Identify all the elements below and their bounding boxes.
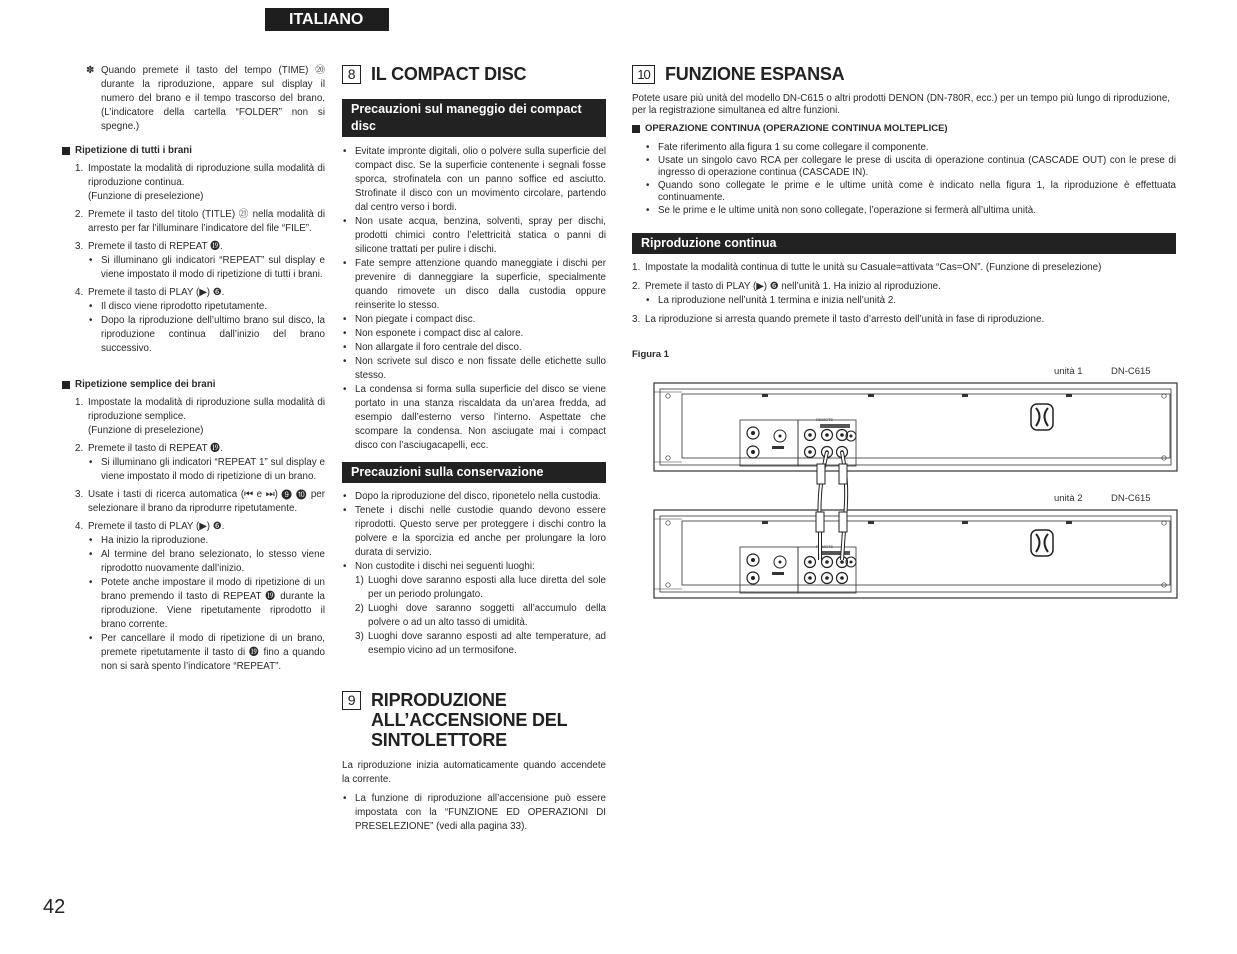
place-text: Luoghi dove saranno esposti alla luce diretta del sole per un periodo prolungato. xyxy=(368,575,606,600)
step-text: Impostate la modalità continua di tutte le unità su Casuale=attivata “Cas=ON”. (Funzione di preselezione) xyxy=(645,262,1102,273)
step-number: 4. xyxy=(75,287,84,298)
section-number: 8 xyxy=(342,65,361,84)
step-bullets xyxy=(88,534,325,674)
step-extra: (Funzione di preselezione) xyxy=(88,191,204,202)
step-text: Impostate la modalità di riproduzione sulla modalità di riproduzione semplice. xyxy=(88,397,325,422)
list-item xyxy=(62,488,325,516)
list-item: • Non custodite i dischi nei seguenti luoghi: xyxy=(342,560,606,574)
list-item: • Dopo la riproduzione del disco, riponetelo nella custodia. xyxy=(342,490,606,504)
list-item xyxy=(62,240,325,282)
step-text: Impostate la modalità di riproduzione sulla modalità di riproduzione continua. xyxy=(88,163,325,188)
step-number: 1. xyxy=(75,163,84,174)
repeat-single-steps xyxy=(62,396,325,674)
step-number: 4. xyxy=(75,521,84,532)
storage-list xyxy=(342,490,606,574)
step-number: 3. xyxy=(75,489,84,500)
step-bullets xyxy=(88,254,325,282)
list-item xyxy=(62,162,325,204)
step-number: 3. xyxy=(75,241,84,252)
step-extra: (Funzione di preselezione) xyxy=(88,425,204,436)
list-item: • Fate riferimento alla figura 1 su come collegare il componente. xyxy=(645,142,1176,155)
list-item: • Non piegate i compact disc. xyxy=(342,313,606,327)
step-number: 1. xyxy=(632,262,641,273)
place-text: Luoghi dove saranno soggetti all’accumulo della polvere o ad un alto tasso di umidità. xyxy=(368,603,606,628)
section-8-title xyxy=(342,64,606,84)
section-10-title xyxy=(632,64,1176,84)
subheading-repeat-all: Ripetizione di tutti i brani xyxy=(62,144,325,158)
unit-1-rear-panel xyxy=(654,383,1177,471)
list-item: • Si illuminano gli indicatori “REPEAT 1” sul display e viene impostato il modo di ripetizione di un brano. xyxy=(88,456,325,484)
list-item: • Non usate acqua, benzina, solventi, spray per dischi, prodotti chimici contro l’elettricità statica o panni di silicone trattati per pulire i dischi. xyxy=(342,215,606,257)
list-item: • Dopo la riproduzione dell’ultimo brano sul disco, la riproduzione continua dall’inizio del brano successivo. xyxy=(88,314,325,356)
column-middle xyxy=(342,64,606,834)
handling-list xyxy=(342,145,606,453)
list-item xyxy=(62,286,325,356)
list-item: • La condensa si forma sulla superficie del disco se viene portato in una stanza riscaldata da un’area fredda, ad esempio dall’esterno verso l’interno. Aspettate che scompare la condensa. Non asciugate mai i compact disco con l’asciugacapelli, ecc. xyxy=(342,383,606,453)
step-number: 2. xyxy=(75,443,84,454)
list-item: • La riproduzione nell’unità 1 termina e inizia nell’unità 2. xyxy=(645,294,1176,308)
section-9-title xyxy=(342,690,606,750)
list-item: • Potete anche impostare il modo di ripetizione di un brano premendo il tasto di REPEAT ⓳ durante la riproduzione. Viene ripetutamente riprodotto il brano corrente. xyxy=(88,576,325,632)
place-number: 3) xyxy=(355,631,364,642)
step-number: 2. xyxy=(632,281,641,292)
list-item xyxy=(355,602,606,630)
column-right xyxy=(632,64,1176,549)
unit-2-label: unità 2 xyxy=(1054,493,1083,504)
list-item: • Si illuminano gli indicatori “REPEAT” sul display e viene impostato il modo di ripetizione di tutti i brani. xyxy=(88,254,325,282)
step-text: Premete il tasto di REPEAT ⓳. xyxy=(88,241,223,252)
figure-label: Figura 1 xyxy=(632,349,669,360)
section-heading: RIPRODUZIONE ALL’ACCENSIONE DEL SINTOLETTORE xyxy=(371,690,568,750)
step-bullets xyxy=(88,456,325,484)
time-note xyxy=(62,64,325,134)
cascade-list xyxy=(632,142,1176,217)
list-item xyxy=(355,574,606,602)
list-item: • Evitate impronte digitali, olio o polvere sulla superficie del compact disc. Se la superficie contenente i segnali fosse sporca, strofinatela con un panno soffice ed asciutto. Strofinate il disco con un movimento circolare, partendo dal centro verso i bordi. xyxy=(342,145,606,215)
step-text: Premete il tasto di REPEAT ⓳. xyxy=(88,443,223,454)
step-text: La riproduzione si arresta quando premete il tasto d’arresto dell’unità in fase di riproduzione. xyxy=(645,314,1045,325)
list-item: • Ha inizio la riproduzione. xyxy=(88,534,325,548)
section-9-list xyxy=(342,792,606,834)
list-item: • Il disco viene riprodotto ripetutamente. xyxy=(88,300,325,314)
step-text: Premete il tasto di PLAY (▶) ❻. xyxy=(88,521,225,532)
list-item xyxy=(632,313,1176,327)
list-item xyxy=(62,396,325,438)
asterisk-mark: ✽ xyxy=(86,65,95,76)
list-item xyxy=(632,261,1176,275)
subheading-repeat-single: Ripetizione semplice dei brani xyxy=(62,378,325,392)
list-item: • Usate un singolo cavo RCA per collegare le prese di uscita di operazione continua (CASCADE OUT) con le prese di ingresso di operazione continua (CASCADE IN). xyxy=(645,155,1176,180)
list-item xyxy=(62,520,325,674)
list-item: • Se le prime e le ultime unità non sono collegate, l’operazione si fermerà all’ultima unità. xyxy=(645,205,1176,218)
step-text: Premete il tasto di PLAY (▶) ❻. xyxy=(88,287,225,298)
step-text: Usate i tasti di ricerca automatica (⏮ e ⏭) ❾ ❿ per selezionare il brano da riprodurre ripetutamente. xyxy=(88,489,325,514)
list-item xyxy=(632,280,1176,308)
page-number: 42 xyxy=(43,896,66,918)
section-number: 10 xyxy=(632,65,655,84)
section-9-intro: La riproduzione inizia automaticamente quando accendete la corrente. xyxy=(342,760,606,785)
list-item: • Fate sempre attenzione quando maneggiate i dischi per prevenire di danneggiare la superficie, specialmente quando rimovete un disco dalla custodia oppure reinserite lo stesso. xyxy=(342,257,606,313)
step-number: 2. xyxy=(75,209,84,220)
step-number: 3. xyxy=(632,314,641,325)
place-number: 2) xyxy=(355,603,364,614)
language-tab: ITALIANO xyxy=(265,8,389,31)
section-number: 9 xyxy=(342,691,361,710)
step-text: Premete il tasto del titolo (TITLE) ㉑ nella modalità di arresto per far l’illuminare l’indicatore del file “FILE”. xyxy=(88,209,325,234)
time-note-text: Quando premete il tasto del tempo (TIME) ⑳ durante la riproduzione, appare sul display il numero del brano e il tempo trascorso del brano. (L’indicatore della cartella “FOLDER” non si spegne.) xyxy=(101,65,325,132)
section-10-intro: Potete usare più unità del modello DN-C615 o altri prodotti DENON (DN-780R, ecc.) per un tempo più lungo di riproduzione, per la registrazione simultanea ed altre funzioni. xyxy=(632,93,1171,116)
list-item: • Al termine del brano selezionato, lo stesso viene riprodotto nuovamente dall’inizio. xyxy=(88,548,325,576)
remote-label: REMOTE xyxy=(816,417,834,422)
subheading-cascade: OPERAZIONE CONTINUA (OPERAZIONE CONTINUA MOLTEPLICE) xyxy=(632,122,1176,136)
list-item: • Non esponete i compact disc al calore. xyxy=(342,327,606,341)
unit-1-label: unità 1 xyxy=(1054,366,1083,377)
list-item: • Non scrivete sul disco e non fissate delle etichette sullo stesso. xyxy=(342,355,606,383)
unit-2-rear-panel xyxy=(654,510,1177,598)
bar-handling: Precauzioni sul maneggio dei compact disc xyxy=(342,99,606,137)
list-item: • Non allargate il foro centrale del disco. xyxy=(342,341,606,355)
step-bullets xyxy=(645,294,1176,308)
bar-storage: Precauzioni sulla conservazione xyxy=(342,462,606,483)
list-item xyxy=(62,208,325,236)
list-item: • Tenete i dischi nelle custodie quando devono essere riprodotti. Questo serve per proteggere i dischi contro la polvere e la sporcizia ed anche per prolungare la loro durata di servizio. xyxy=(342,504,606,560)
list-item: • Per cancellare il modo di ripetizione di un brano, premete ripetutamente il tasto di ⓳ fino a quando non si sarà spento l’indicatore “REPEAT”. xyxy=(88,632,325,674)
place-text: Luoghi dove saranno esposti ad alte temperature, ad esempio vicino ad un termosifone. xyxy=(368,631,606,656)
list-item: • La funzione di riproduzione all’accensione può essere impostata con la “FUNZIONE ED OPERAZIONI DI PRESELEZIONE” (vedi alla pagina 33). xyxy=(342,792,606,834)
place-number: 1) xyxy=(355,575,364,586)
storage-places xyxy=(342,574,606,658)
figure-1-diagram xyxy=(632,362,1176,612)
step-bullets xyxy=(88,300,325,356)
section-heading: IL COMPACT DISC xyxy=(371,64,527,84)
unit-2-model: DN-C615 xyxy=(1111,493,1151,504)
step-text: Premete il tasto di PLAY (▶) ❻ nell’unità 1. Ha inizio al riproduzione. xyxy=(645,281,941,292)
list-item xyxy=(355,630,606,658)
bar-continuous: Riproduzione continua xyxy=(632,233,1176,254)
repeat-all-steps xyxy=(62,162,325,356)
step-number: 1. xyxy=(75,397,84,408)
list-item xyxy=(62,442,325,484)
continuous-steps xyxy=(632,261,1176,327)
list-item: • Quando sono collegate le prime e le ultime unità come è indicato nella figura 1, la riproduzione è effettuata continuamente. xyxy=(645,180,1176,205)
column-left xyxy=(62,64,325,678)
section-heading: FUNZIONE ESPANSA xyxy=(665,64,845,84)
remote-label: REMOTE xyxy=(816,544,834,549)
unit-1-model: DN-C615 xyxy=(1111,366,1151,377)
